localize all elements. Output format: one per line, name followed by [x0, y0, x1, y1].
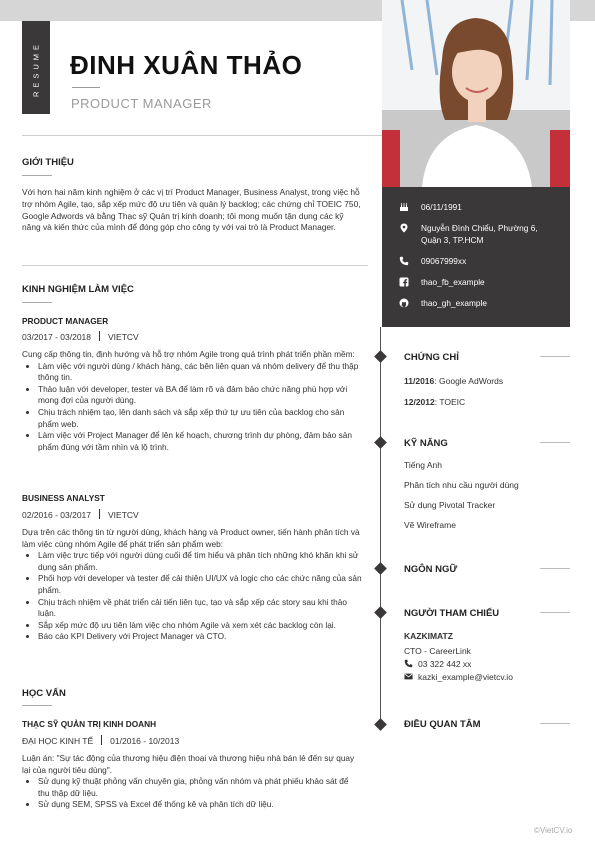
education-bullet: • Sử dụng SEM, SPSS và Excel để thống kê và phân tích dữ liệu.	[38, 799, 362, 811]
header-divider	[22, 135, 382, 136]
timeline-marker-interests	[374, 718, 387, 731]
certificates-heading: CHỨNG CHỈ	[404, 352, 459, 363]
school-name: ĐẠI HỌC KINH TẾ	[22, 736, 94, 746]
job-period-2: 02/2016 - 03/2017	[22, 510, 92, 520]
thesis-text: Luận án: "Sự tác động của thương hiệu điện thoại và thương hiệu nhà bán lẻ đến sự quay lại của người tiêu dùng".	[22, 753, 355, 775]
timeline-marker-languages	[374, 562, 387, 575]
birthday-cake-icon	[399, 202, 409, 212]
job-2-bullet: • Làm việc trực tiếp với người dùng cuối để tìm hiểu và phân tích những khó khăn khi sử dụng sản phẩm.	[38, 550, 362, 573]
timeline-line	[380, 327, 381, 725]
resume-label: RESUME	[31, 40, 41, 98]
job-period-1: 03/2017 - 03/2018	[22, 332, 92, 342]
job-meta-2	[22, 509, 139, 520]
phone-text: 09067999xx	[421, 256, 467, 266]
skill-item: Phân tích nhu cầu người dùng	[404, 480, 519, 490]
education-details	[22, 753, 362, 811]
birthday-row	[399, 201, 558, 213]
certificates-rule	[540, 356, 570, 357]
experience-heading-rule	[22, 302, 52, 303]
resume-tab	[22, 21, 50, 114]
education-period: 01/2016 - 10/2013	[110, 736, 180, 746]
job-company-1: VIETCV	[108, 332, 139, 342]
address-text: Nguyễn Đình Chiểu, Phường 6, Quận 3, TP.HCM	[421, 223, 538, 245]
reference-role: CTO - CareerLink	[404, 646, 471, 656]
education-heading-rule	[22, 705, 52, 706]
certificate-item-1: 11/2016: Google AdWords	[404, 376, 504, 386]
facebook-row[interactable]	[399, 276, 558, 288]
name-divider	[72, 87, 100, 88]
skill-item: Tiếng Anh	[404, 460, 442, 470]
references-heading: NGƯỜI THAM CHIẾU	[404, 608, 500, 619]
reference-name: KAZKIMATZ	[404, 631, 453, 641]
job-1-bullet: • Làm việc với Project Manager để lên kế hoạch, chương trình dự phòng, đảm bảo sản phẩm đúng với tầm nhìn và lộ trình.	[38, 430, 362, 453]
job-details-1	[22, 349, 362, 453]
location-pin-icon	[399, 223, 409, 233]
reference-email: kazki_example@vietcv.io	[418, 672, 513, 682]
interests-rule	[540, 723, 570, 724]
phone-icon	[404, 659, 413, 668]
watermark: ©VietCV.io	[534, 826, 573, 835]
birthday-text: 06/11/1991	[421, 202, 462, 212]
job-2-bullet: • Sắp xếp mức độ ưu tiên làm việc cho nhóm Agile và xem xét các backlog còn lại.	[38, 620, 362, 632]
job-2-bullet: • Báo cáo KPI Delivery với Project Manager và CTO.	[38, 631, 362, 643]
job-2-bullet: • Chịu trách nhiệm về phát triển cải tiến liên tục, tạo và sắp xếp các story sau khi thảo luận.	[38, 597, 362, 620]
certificate-name: TOEIC	[439, 397, 466, 407]
intro-heading: GIỚI THIỆU	[22, 157, 74, 168]
certificate-item-2: 12/2012: TOEIC	[404, 397, 466, 407]
reference-email-row[interactable]	[404, 672, 513, 682]
phone-row	[399, 255, 558, 267]
skills-rule	[540, 442, 570, 443]
job-meta-1	[22, 331, 139, 342]
profile-photo	[382, 0, 570, 187]
candidate-name: ĐINH XUÂN THẢO	[70, 50, 303, 80]
education-bullet: • Sử dụng kỹ thuật phỏng vấn chuyên gia, phỏng vấn nhóm và phát phiếu khảo sát để thu thập dữ liệu.	[38, 776, 362, 799]
references-rule	[540, 612, 570, 613]
interests-heading: ĐIỀU QUAN TÂM	[404, 719, 481, 730]
section-divider-1	[22, 265, 368, 266]
intro-heading-rule	[22, 175, 52, 176]
education-meta	[22, 735, 179, 746]
job-1-bullet: • Làm việc với người dùng / khách hàng, các bên liên quan và nhóm delivery để thu thập thông tin.	[38, 361, 362, 384]
candidate-title: PRODUCT MANAGER	[71, 96, 212, 111]
certificate-date: 11/2016	[404, 376, 435, 386]
job-company-2: VIETCV	[108, 510, 139, 520]
facebook-icon	[399, 277, 409, 287]
reference-phone: 03 322 442 xx	[418, 659, 472, 669]
education-heading: HỌC VẤN	[22, 688, 66, 699]
job-summary-1: Cung cấp thông tin, định hướng và hỗ trợ nhóm Agile trong quá trình phát triển phần mềm:	[22, 349, 355, 359]
job-1-bullet: • Chịu trách nhiệm tạo, lên danh sách và sắp xếp thứ tự ưu tiên của backlog cho sản phẩm web.	[38, 407, 362, 430]
github-icon	[399, 298, 409, 308]
languages-heading: NGÔN NGỮ	[404, 564, 458, 575]
degree-title: THẠC SỸ QUẢN TRỊ KINH DOANH	[22, 719, 157, 729]
timeline-marker-skills	[374, 436, 387, 449]
experience-heading: KINH NGHIỆM LÀM VIỆC	[22, 284, 134, 295]
job-summary-2: Dựa trên các thông tin từ người dùng, khách hàng và Product owner, tiến hành phân tích và làm việc cùng nhóm Agile để phát triển sản phẩm web:	[22, 527, 360, 549]
skill-item: Sử dụng Pivotal Tracker	[404, 500, 496, 510]
reference-phone-row	[404, 659, 471, 669]
job-1-bullet: • Thảo luận với developer, tester và BA để làm rõ và đảm bảo chức năng phù hợp với mong đợi của người dùng.	[38, 384, 362, 407]
skill-item: Vẽ Wireframe	[404, 520, 456, 530]
github-text: thao_gh_example	[421, 298, 487, 308]
phone-icon	[399, 256, 409, 266]
top-bar-right	[570, 0, 595, 21]
email-icon	[404, 672, 413, 681]
address-row	[399, 222, 558, 246]
certificate-name: Google AdWords	[439, 376, 504, 386]
timeline-marker-references	[374, 606, 387, 619]
intro-text: Với hơn hai năm kinh nghiệm ở các vị trí Product Manager, Business Analyst, trong việc hỗ trợ nhóm Agile, tạo, sắp xếp mức độ ưu tiên và quản lý backlog; các chứng chỉ TOEIC 750, Google Adwords và bằng Thạc sỹ Quản trị kinh doanh; tôi mong muốn tận dụng các kỹ năng và kiến thức của mình để đóng góp cho công ty với vai trò là Product Manager.	[22, 187, 361, 233]
facebook-text: thao_fb_example	[421, 277, 485, 287]
job-2-bullet: • Phối hợp với developer và tester để cải thiện UI/UX và logic cho các chức năng của sản phẩm.	[38, 573, 362, 596]
timeline-marker-certificates	[374, 350, 387, 363]
job-title-2: BUSINESS ANALYST	[22, 493, 105, 503]
contact-panel	[382, 187, 570, 327]
github-row[interactable]	[399, 297, 558, 309]
certificate-date: 12/2012	[404, 397, 435, 407]
languages-rule	[540, 568, 570, 569]
skills-heading: KỸ NĂNG	[404, 438, 448, 449]
job-details-2	[22, 527, 362, 643]
top-bar-left	[0, 0, 382, 21]
job-title-1: PRODUCT MANAGER	[22, 316, 109, 326]
